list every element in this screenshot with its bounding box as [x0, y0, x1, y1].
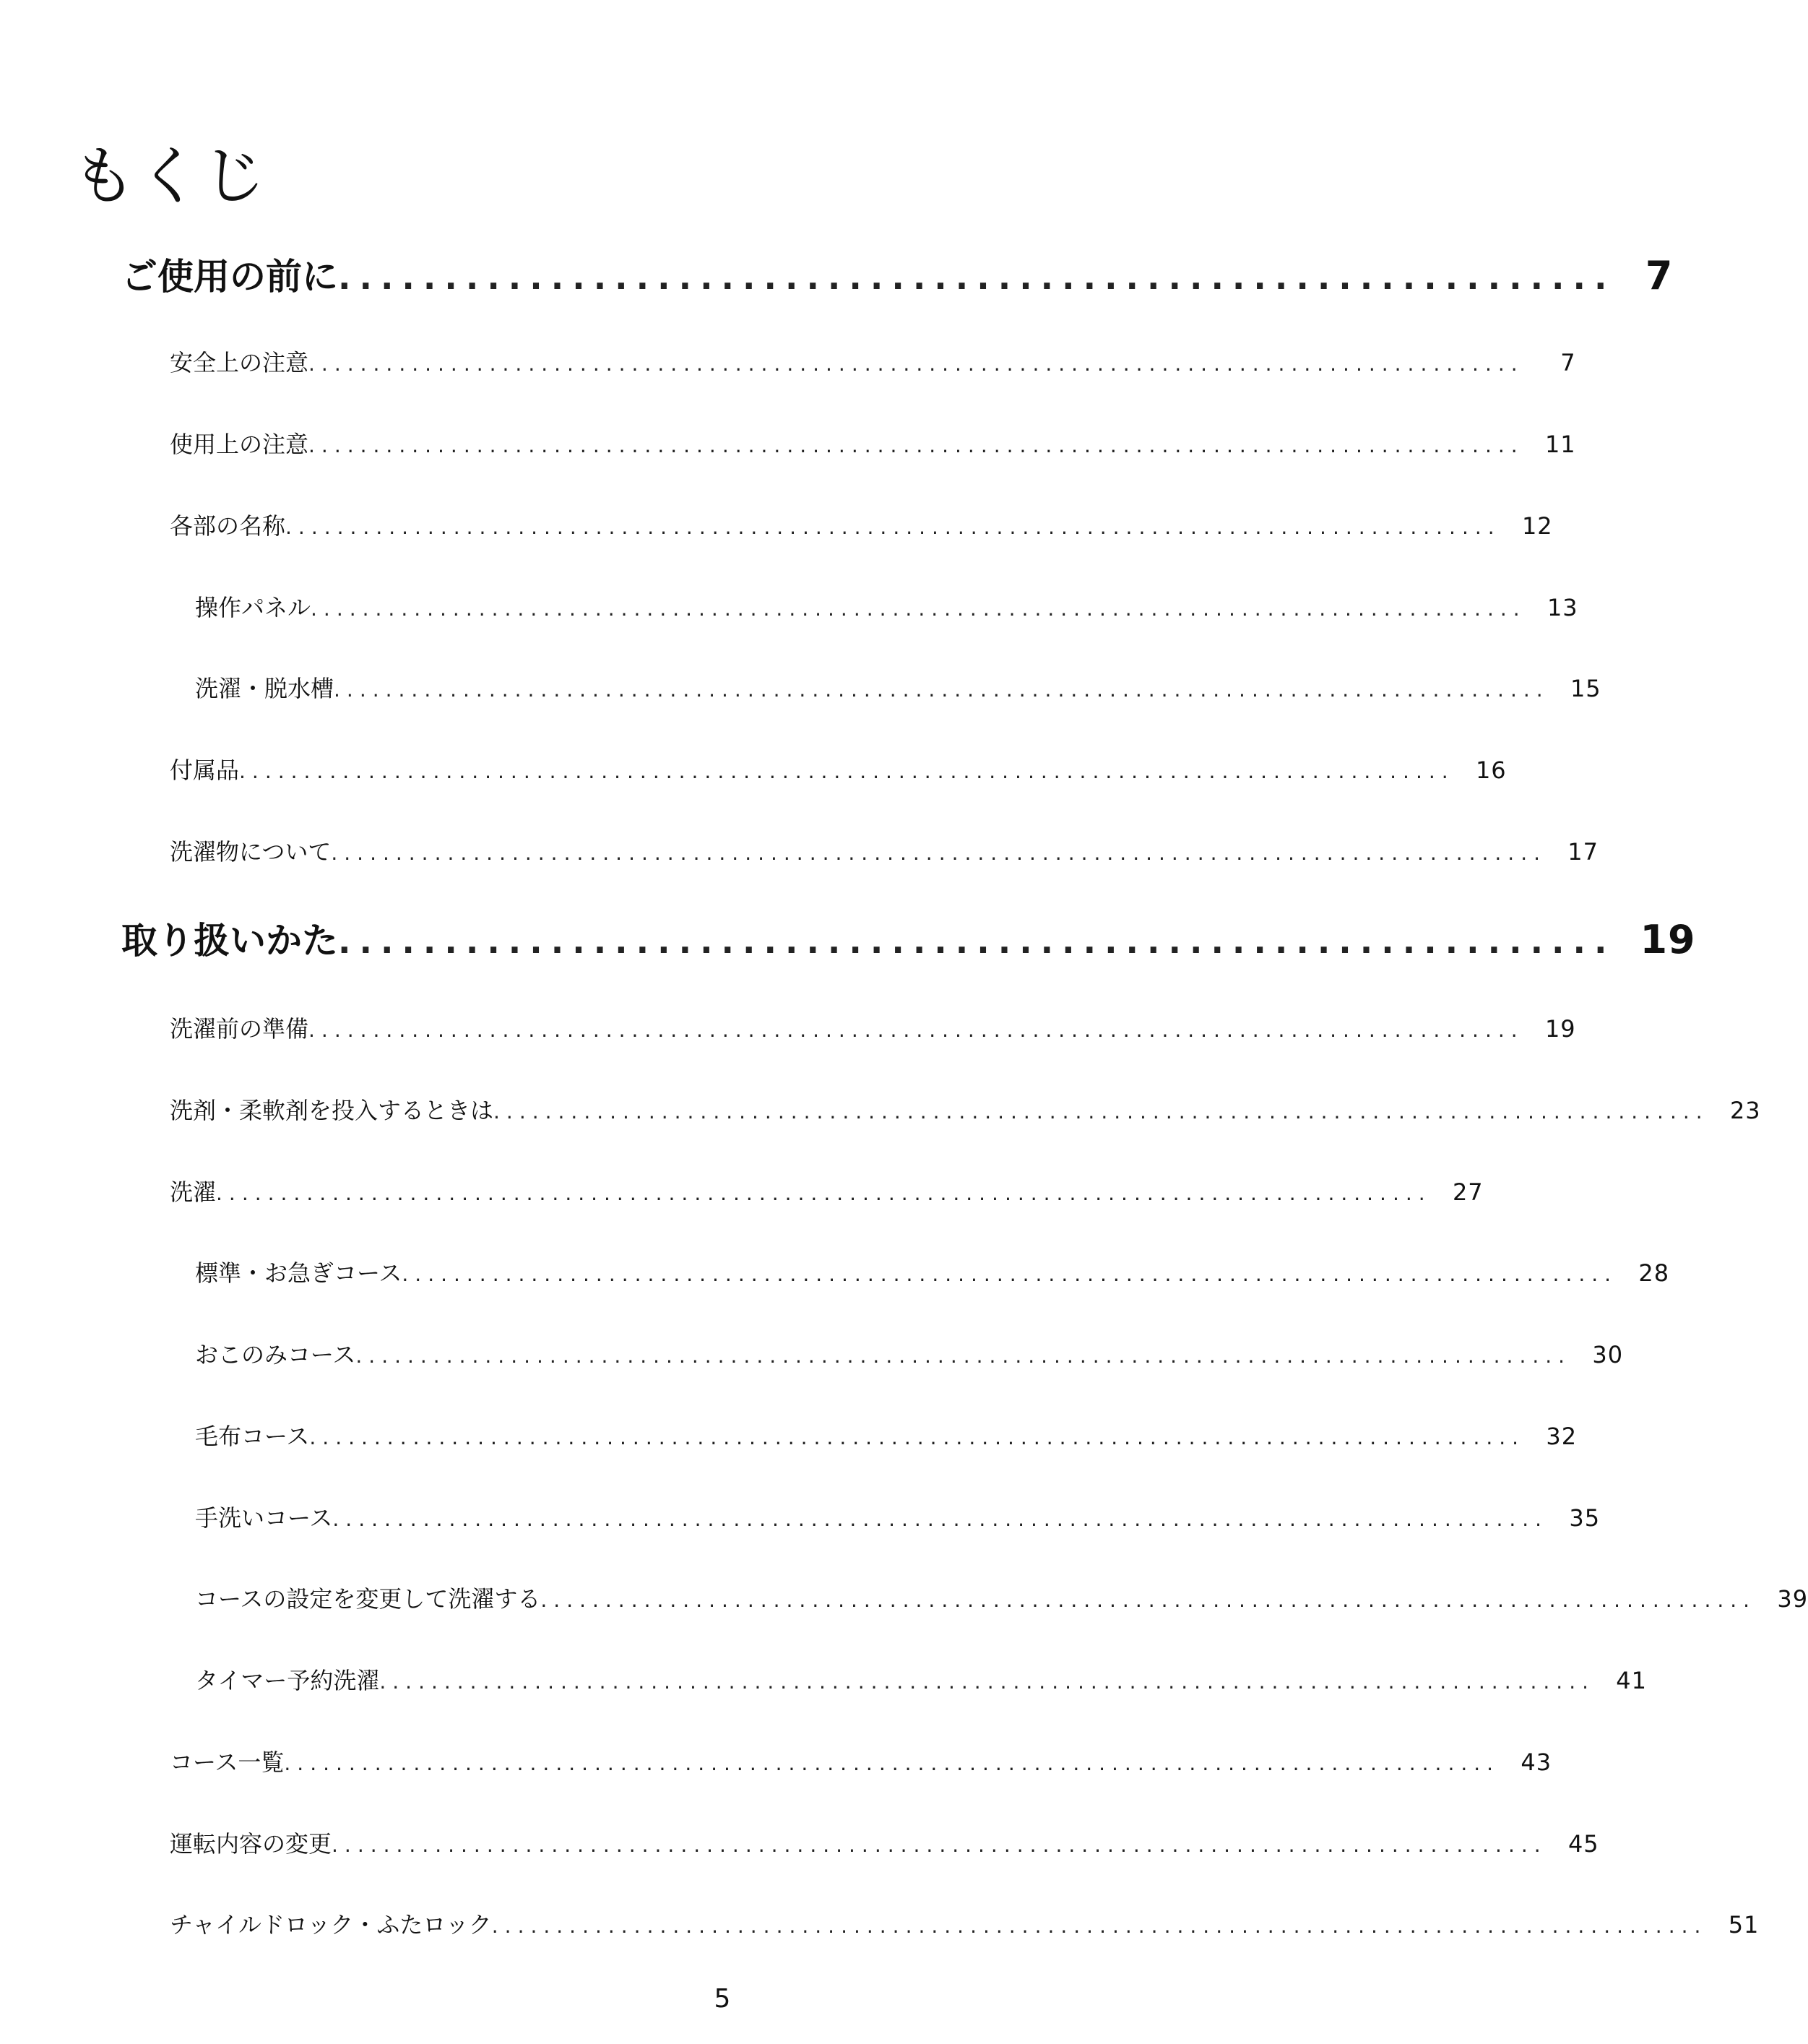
toc-entry[interactable]	[195, 670, 1601, 702]
toc-entry[interactable]	[170, 1174, 1484, 1206]
toc-chapter-before-use[interactable]	[121, 248, 1674, 298]
toc-chapter-title: ご使用の前に	[121, 256, 338, 298]
toc-dot-leader: ............................................................	[338, 922, 1616, 961]
toc-entry[interactable]	[195, 1663, 1648, 1694]
toc-entry-label: 各部の名称	[170, 512, 286, 540]
toc-page-number: 17	[1567, 838, 1599, 866]
toc-dot-leader: ..............................................................................................	[334, 678, 1549, 702]
toc-page-number: 12	[1521, 512, 1553, 540]
toc-entry-label: 標準・お急ぎコース	[195, 1259, 402, 1287]
toc-entry[interactable]	[170, 508, 1553, 540]
toc-page-number: 51	[1728, 1911, 1760, 1939]
toc-page-number: 35	[1569, 1504, 1601, 1532]
toc-entry-label: コースの設定を変更して洗濯する	[195, 1585, 541, 1613]
toc-chapter-title: 取り扱いかた	[121, 920, 338, 962]
toc-entry[interactable]	[170, 1907, 1760, 1939]
toc-dot-leader: ..............................................................................................	[491, 1914, 1708, 1938]
toc-entry-label: 洗剤・柔軟剤を投入するときは	[170, 1097, 494, 1124]
toc-entry[interactable]	[170, 1092, 1761, 1124]
toc-dot-leader: ..............................................................................................	[285, 515, 1501, 539]
toc-dot-leader: ..............................................................................................	[311, 597, 1526, 621]
toc-chapter-how-to-use[interactable]	[121, 912, 1696, 962]
toc-dot-leader: ..............................................................................................	[331, 841, 1547, 865]
toc-entry[interactable]	[195, 1337, 1624, 1368]
toc-entry-label: 手洗いコース	[195, 1504, 333, 1532]
toc-entry-label: 安全上の注意	[170, 349, 309, 376]
toc-dot-leader: ..............................................................................................	[309, 1426, 1526, 1449]
toc-dot-leader: ............................................................	[338, 258, 1616, 297]
toc-page-number: 7	[1560, 349, 1576, 376]
toc-page-number: 30	[1592, 1341, 1624, 1368]
toc-dot-leader: ..............................................................................................	[308, 434, 1524, 457]
toc-dot-leader: ..............................................................................................	[540, 1588, 1757, 1612]
toc-page-number: 15	[1570, 675, 1601, 702]
toc-entry-label: チャイルドロック・ふたロック	[170, 1911, 492, 1939]
page-title: もくじ	[72, 139, 268, 213]
toc-entry-label: 使用上の注意	[170, 431, 309, 458]
toc-dot-leader: ..............................................................................................	[355, 1344, 1572, 1368]
toc-entry-label: おこのみコース	[195, 1341, 356, 1368]
toc-entry-label: 運転内容の変更	[170, 1830, 332, 1858]
toc-entry[interactable]	[170, 834, 1599, 866]
toc-entry-label: コース一覧	[170, 1748, 285, 1776]
toc-page-number: 41	[1616, 1667, 1648, 1694]
toc-entry-label: タイマー予約洗濯	[195, 1667, 380, 1694]
toc-page-number: 13	[1547, 594, 1578, 621]
toc-dot-leader: ..............................................................................................	[284, 1751, 1500, 1775]
toc-entry[interactable]	[170, 752, 1507, 784]
toc-entry[interactable]	[170, 1826, 1599, 1858]
toc-entry[interactable]	[170, 345, 1576, 376]
toc-entry[interactable]	[195, 1581, 1808, 1613]
toc-dot-leader: ..............................................................................................	[216, 1181, 1432, 1205]
toc-entry-label: 洗濯前の準備	[170, 1015, 309, 1043]
page-number: 5	[714, 1984, 731, 2014]
toc-page-number: 23	[1729, 1097, 1761, 1124]
toc-entry[interactable]	[170, 1011, 1576, 1043]
toc-entry-label: 洗濯物について	[170, 838, 332, 866]
toc-page-number: 7	[1645, 253, 1674, 298]
toc-page-number: 39	[1777, 1585, 1808, 1613]
toc-dot-leader: ..............................................................................................	[332, 1507, 1549, 1531]
toc-page-number: 27	[1452, 1178, 1484, 1206]
toc-page-number: 19	[1640, 917, 1696, 962]
toc-page-number: 43	[1521, 1748, 1552, 1776]
toc-entry-label: 毛布コース	[195, 1423, 310, 1450]
toc-page-number: 16	[1475, 756, 1507, 784]
toc-entry-label: 操作パネル	[195, 594, 311, 621]
toc-page-number: 11	[1544, 431, 1576, 458]
toc-entry[interactable]	[170, 426, 1576, 458]
toc-entry[interactable]	[195, 1500, 1601, 1532]
toc-page-number: 32	[1546, 1423, 1578, 1450]
toc-page-number: 45	[1567, 1830, 1599, 1858]
toc-entry[interactable]	[195, 590, 1578, 621]
toc-entry-label: 付属品	[170, 756, 240, 784]
toc-entry[interactable]	[170, 1744, 1552, 1776]
toc-entry-label: 洗濯・脱水槽	[195, 675, 334, 702]
toc-page-number: 19	[1544, 1015, 1576, 1043]
toc-entry[interactable]	[195, 1418, 1578, 1450]
toc-dot-leader: ..............................................................................................	[332, 1833, 1547, 1857]
toc-dot-leader: ..............................................................................................	[308, 1018, 1524, 1042]
toc-page-number: 28	[1638, 1259, 1670, 1287]
toc-dot-leader: ..............................................................................................	[239, 759, 1455, 783]
toc-dot-leader: ..............................................................................................	[379, 1670, 1596, 1694]
toc-entry[interactable]	[195, 1255, 1670, 1287]
toc-dot-leader: ..............................................................................................	[402, 1262, 1618, 1286]
toc-dot-leader: ..............................................................................................	[493, 1100, 1709, 1124]
toc-entry-label: 洗濯	[170, 1178, 217, 1206]
toc-dot-leader: ..............................................................................................	[308, 352, 1524, 376]
